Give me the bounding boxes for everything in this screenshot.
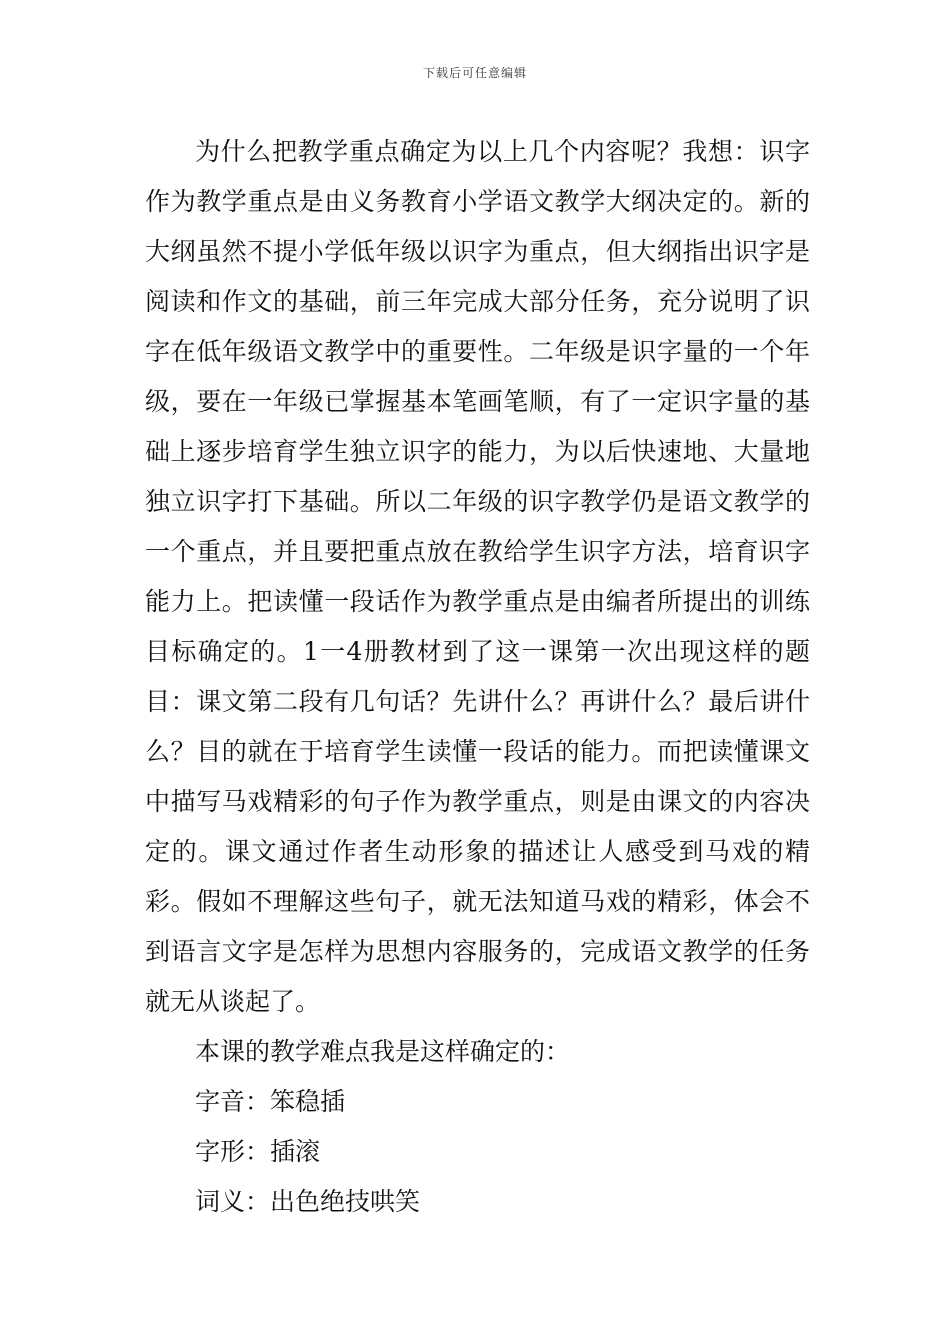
document-body <box>145 127 810 1227</box>
item-character-shape: 字形：插滚 <box>195 1137 321 1166</box>
paragraph-teaching-focus: 为什么把教学重点确定为以上几个内容呢？我想：识字作为教学重点是由义务教育小学语文教学大纲决定的。新的大纲虽然不提小学低年级以识字为重点，但大纲指出识字是阅读和作文的基础，前三年完成大部分任务，充分说明了识字在低年级语文教学中的重要性。二年级是识字量的一个年级，要在一年级已掌握基本笔画笔顺，有了一定识字量的基础上逐步培育学生独立识字的能力，为以后快速地、大量地独立识字打下基础。所以二年级的识字教学仍是语文教学的一个重点，并且要把重点放在教给学生识字方法，培育识字能力上。把读懂一段话作为教学重点是由编者所提出的训练目标确定的。1一4册教材到了这一课第一次出现这样的题目：课文第二段有几句话？先讲什么？再讲什么？最后讲什么？目的就在于培育学生读懂一段话的能力。而把读懂课文中描写马戏精彩的句子作为教学重点，则是由课文的内容决定的。课文通过作者生动形象的描述让人感受到马戏的精彩。假如不理解这些句子，就无法知道马戏的精彩，体会不到语言文字是怎样为思想内容服务的，完成语文教学的任务就无从谈起了。 <box>145 137 810 1016</box>
page-header: 下载后可任意编辑 <box>422 66 527 80</box>
item-word-meaning: 词义：出色绝技哄笑 <box>195 1187 421 1216</box>
item-pronunciation: 字音：笨稳插 <box>195 1087 346 1116</box>
paragraph-teaching-difficulty: 本课的教学难点我是这样确定的： <box>195 1037 571 1066</box>
